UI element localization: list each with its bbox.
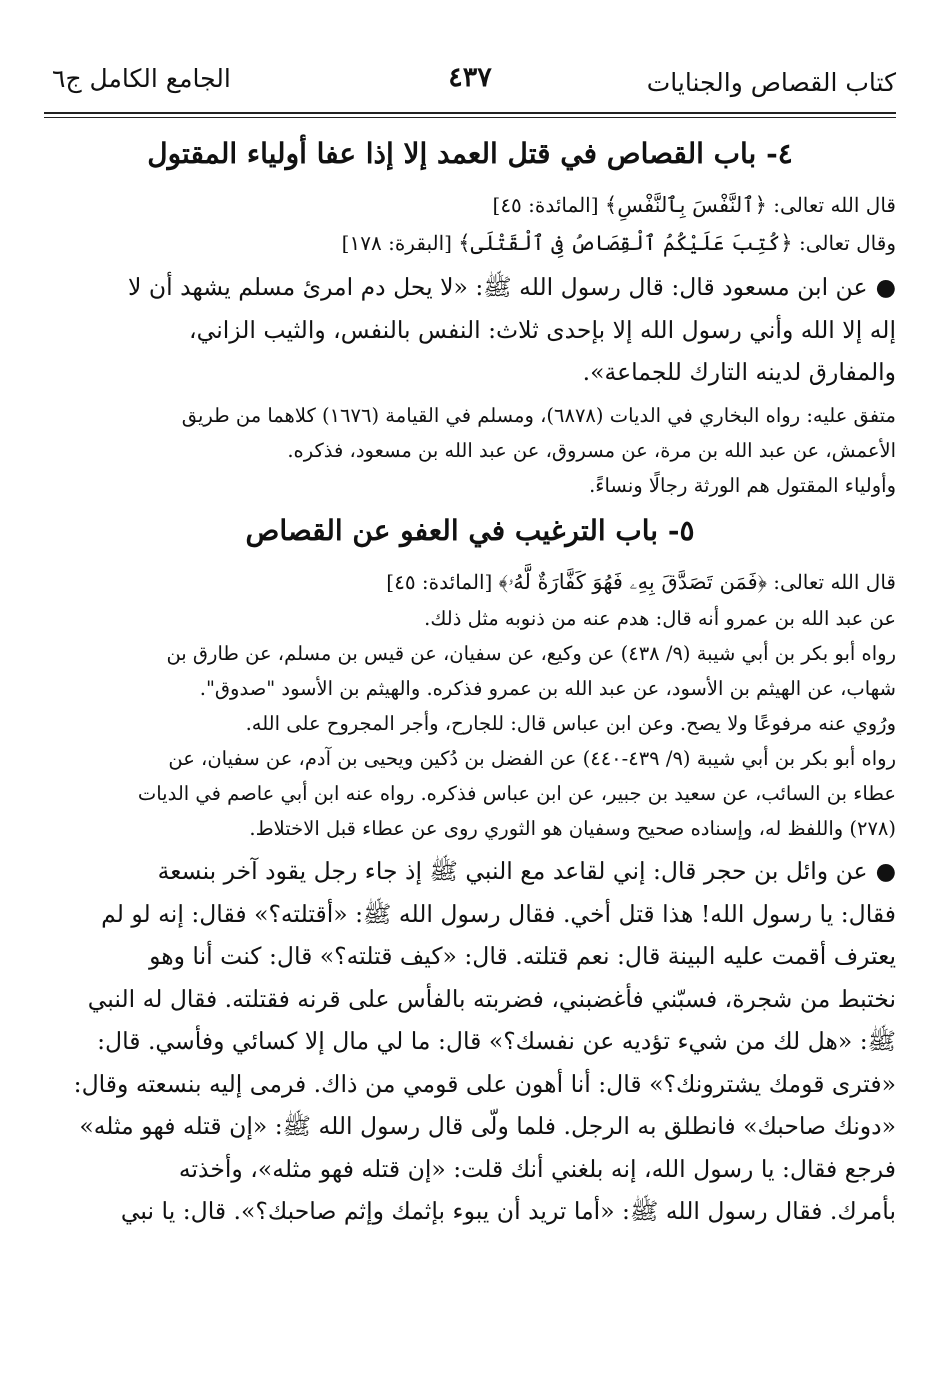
takhrij-1-line-3: وأولياء المقتول هم الورثة رجالًا ونساءً.: [589, 473, 896, 497]
hadith-2-line-4: نختبط من شجرة، فسبّني فأغضبني، فضربته بالفأس على قرنه فقتلته. فقال له النبي: [87, 984, 896, 1013]
hadith-2-line-9: بأمرك. فقال رسول الله ﷺ: «أما تريد أن يبوء بإثمك وإثم صاحبك؟». قال: يا نبي: [120, 1197, 896, 1226]
verse-2: [44, 224, 896, 262]
athar-line-2: رواه أبو بكر بن أبي شيبة (٩/ ٤٣٨) عن وكيع، عن سفيان، عن قيس بن مسلم، عن طارق بن: [166, 642, 896, 666]
verse-2-intro: وقال تعالى:: [798, 231, 896, 256]
hadith-1-line-3: والمفارق لدينه التارك للجماعة».: [582, 358, 896, 387]
verse-1: [44, 186, 896, 224]
athar-line-7: (٢٧٨) واللفظ له، وإسناده صحيح وسفيان هو الثوري روى عن عطاء قبل الاختلاط.: [249, 817, 896, 841]
verse-3-ref: [المائدة: ٤٥]: [386, 570, 493, 595]
hadith-1-line-2: إله إلا الله وأني رسول الله إلا بإحدى ثلاث: النفس بالنفس، والثيب الزاني،: [189, 315, 896, 344]
book-title: كتاب القصاص والجنايات: [646, 68, 896, 97]
verse-1-ref: [المائدة: ٤٥]: [492, 193, 599, 218]
athar-line-6: عطاء بن السائب، عن سعيد بن جبير، عن ابن عباس فذكره. رواه عنه ابن أبي عاصم في الديات: [137, 782, 896, 806]
page-number: ٤٣٧: [448, 62, 492, 93]
verse-1-text: ﴿ٱلنَّفْسَ بِٱلنَّفْسِ﴾: [604, 193, 767, 218]
hadith-2-line-3: يعترف أقمت عليه البينة قال: نعم قتلته. قال: «كيف قتلته؟» قال: كنت أنا وهو: [149, 942, 896, 971]
hadith-2-line-8: فرجع فقال: يا رسول الله، إنه بلغني أنك قلت: «إن قتله فهو مثله»، وأخذته: [178, 1154, 896, 1183]
athar-line-3: شهاب، عن الهيثم بن الأسود، عن عبد الله بن عمرو فذكره. والهيثم بن الأسود "صدوق".: [199, 677, 896, 701]
hadith-2-line-6: «فترى قومك يشترونك؟» قال: أنا أهون على قومي من ذاك. فرمى إليه بنسعته وقال:: [73, 1069, 896, 1098]
bullet-icon: ●: [875, 857, 896, 886]
hadith-1-line-1: ●عن ابن مسعود قال: قال رسول الله ﷺ: «لا يحل دم امرئ مسلم يشهد أن لا: [44, 266, 896, 309]
header-rule-thick: [44, 112, 896, 114]
verse-3: [44, 563, 896, 601]
takhrij-1-line-1: متفق عليه: رواه البخاري في الديات (٦٨٧٨)، ومسلم في القيامة (١٦٧٦) كلاهما من طريق: [181, 403, 896, 427]
page-body: [44, 126, 896, 1233]
verse-2-ref: [البقرة: ١٧٨]: [341, 231, 452, 256]
athar-line-5: رواه أبو بكر بن أبي شيبة (٩/ ٤٣٩-٤٤٠) عن الفضل بن دُكين ويحيى بن آدم، عن سفيان، عن: [168, 747, 896, 771]
takhrij-1-line-2: الأعمش، عن عبد الله بن مرة، عن مسروق، عن عبد الله بن مسعود، فذكره.: [287, 438, 896, 462]
running-header: [44, 60, 896, 110]
hadith-2-line-2: فقال: يا رسول الله! هذا قتل أخي. فقال رسول الله ﷺ: «أقتلته؟» فقال: إنه لو لم: [101, 899, 896, 928]
chapter-5-title: ٥- باب الترغيب في العفو عن القصاص: [245, 513, 695, 547]
verse-3-text: ﴿فَمَن تَصَدَّقَ بِهِۦ فَهُوَ كَفَّارَةٌ لَّهُۥ﴾: [498, 570, 767, 595]
verse-1-intro: قال الله تعالى:: [773, 193, 896, 218]
chapter-4-title: ٤- باب القصاص في قتل العمد إلا إذا عفا أولياء المقتول: [147, 137, 793, 170]
volume-title: الجامع الكامل ج٦: [52, 64, 231, 93]
athar-line-1: عن عبد الله بن عمرو أنه قال: هدم عنه من ذنوبه مثل ذلك.: [424, 607, 896, 631]
verse-3-intro: قال الله تعالى:: [773, 570, 896, 595]
verse-2-text: ﴿كُتِبَ عَلَيْكُمُ ٱلْقِصَاصُ فِى ٱلْقَتْلَى﴾: [458, 231, 793, 256]
hadith-2-line-7: «دونك صاحبك» فانطلق به الرجل. فلما ولّى قال رسول الله ﷺ: «إن قتله فهو مثله»: [79, 1112, 896, 1141]
athar-line-4: ورُوي عنه مرفوعًا ولا يصح. وعن ابن عباس قال: للجارح، وأجر المجروح على الله.: [245, 712, 896, 736]
header-rule-thin: [44, 117, 896, 118]
bullet-icon: ●: [875, 273, 896, 302]
hadith-2-line-1: ●عن وائل بن حجر قال: إني لقاعد مع النبي ﷺ إذ جاء رجل يقود آخر بنسعة: [44, 850, 896, 893]
hadith-2-line-5: ﷺ: «هل لك من شيء تؤديه عن نفسك؟» قال: ما لي مال إلا كسائي وفأسي. قال:: [97, 1027, 896, 1056]
